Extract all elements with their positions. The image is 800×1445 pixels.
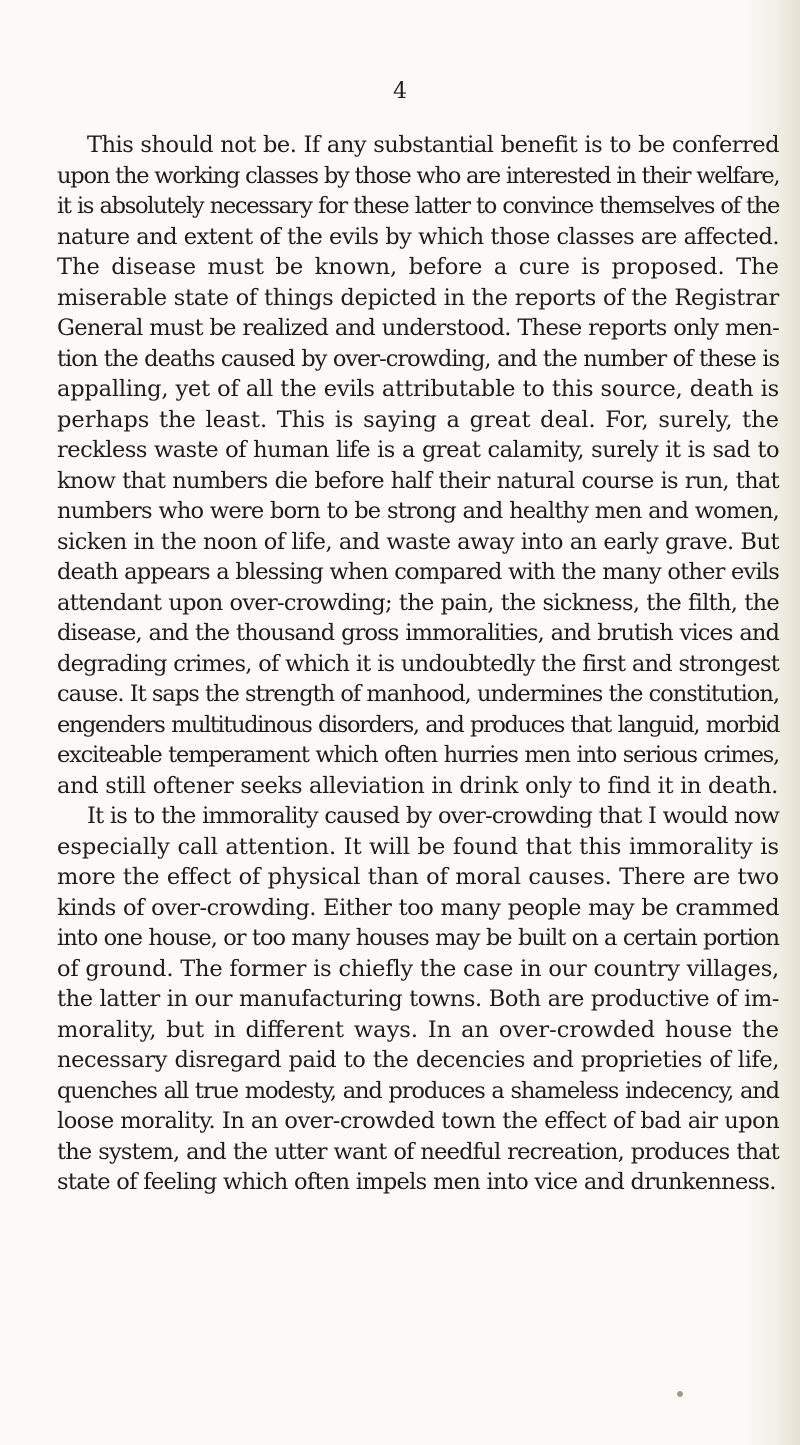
text-line: nature and extent of the evils by which those classes are affected. bbox=[57, 223, 779, 250]
text-line: necessary disregard paid to the decencies and proprieties of life, bbox=[57, 1047, 779, 1073]
text-line: death appears a blessing when compared with the many other evils bbox=[57, 559, 779, 585]
text-line: perhaps the least. This is saying a great deal. For, surely, the bbox=[57, 406, 779, 433]
text-line: of ground. The former is chiefly the case in our country villages, bbox=[57, 955, 779, 982]
text-line: reckless waste of human life is a great calamity, surely it is sad to bbox=[57, 437, 779, 463]
text-line: This should not be. If any substantial benefit is to be conferred bbox=[87, 132, 779, 158]
text-line: General must be realized and understood. These reports only men- bbox=[57, 315, 779, 341]
text-line: and still oftener seeks alleviation in drink only to find it in death. bbox=[57, 772, 779, 799]
text-line: morality, but in different ways. In an over-crowded house the bbox=[57, 1016, 779, 1043]
text-line: It is to the immorality caused by over-crowding that I would now bbox=[87, 803, 779, 829]
text-line: upon the working classes by those who are interested in their welfare, bbox=[57, 162, 780, 189]
text-line: know that numbers die before half their natural course is run, that bbox=[57, 467, 779, 494]
text-line: engenders multitudinous disorders, and produces that languid, morbid bbox=[57, 711, 779, 738]
text-line: appalling, yet of all the evils attributable to this source, death is bbox=[57, 376, 779, 402]
text-line: it is absolutely necessary for these latter to convince themselves of the bbox=[57, 193, 779, 219]
text-line: loose morality. In an over-crowded town the effect of bad air upon bbox=[57, 1108, 780, 1134]
body-text bbox=[57, 130, 779, 1198]
text-line: attendant upon over-crowding; the pain, the sickness, the filth, the bbox=[57, 589, 779, 616]
text-line: cause. It saps the strength of manhood, undermines the constitution, bbox=[57, 681, 779, 707]
text-line: The disease must be known, before a cure is proposed. The bbox=[57, 254, 779, 280]
text-line: the system, and the utter want of needful recreation, produces that bbox=[57, 1138, 779, 1165]
text-line: miserable state of things depicted in the reports of the Registrar bbox=[57, 284, 779, 311]
page-number: 4 bbox=[393, 79, 407, 104]
text-line: state of feeling which often impels men into vice and drunkenness. bbox=[57, 1169, 776, 1195]
text-line: into one house, or too many houses may be built on a certain portion bbox=[57, 925, 779, 951]
text-line: more the effect of physical than of moral causes. There are two bbox=[57, 864, 779, 890]
text-line: especially call attention. It will be found that this immorality is bbox=[57, 833, 779, 860]
text-line: degrading crimes, of which it is undoubtedly the first and strongest bbox=[57, 650, 779, 677]
text-line: quenches all true modesty, and produces a shameless indecency, and bbox=[57, 1077, 779, 1104]
text-line: tion the deaths caused by over-crowding, and the number of these is bbox=[57, 345, 779, 372]
paper-speck bbox=[677, 1391, 683, 1397]
text-line: sicken in the noon of life, and waste away into an early grave. But bbox=[57, 528, 779, 555]
text-line: exciteable temperament which often hurries men into serious crimes, bbox=[57, 742, 779, 768]
text-line: kinds of over-crowding. Either too many people may be crammed bbox=[57, 894, 779, 921]
text-line: numbers who were born to be strong and healthy men and women, bbox=[57, 498, 779, 524]
text-line: disease, and the thousand gross immoralities, and brutish vices and bbox=[57, 620, 779, 646]
text-line: the latter in our manufacturing towns. Both are productive of im- bbox=[57, 986, 779, 1012]
